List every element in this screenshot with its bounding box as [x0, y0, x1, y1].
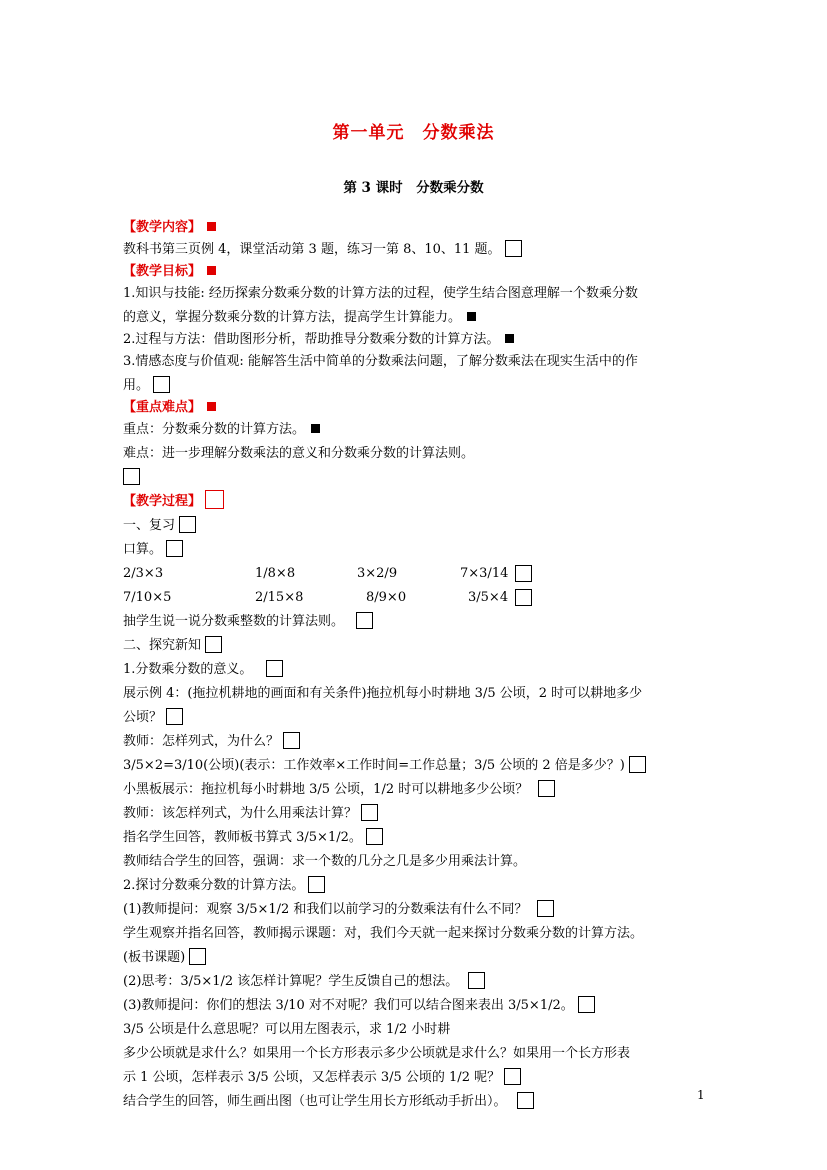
lesson-body: [123, 218, 713, 1114]
text-line: (1)教师提问：观察 3/5×1/2 和我们以前学习的分数乘法有什么不同？: [123, 898, 713, 922]
calc-item: 2/3×3: [123, 566, 164, 581]
checkbox-icon: [538, 780, 555, 797]
text-line: 结合学生的回答，师生画出图（也可让学生用长方形纸动手折出）。: [123, 1090, 713, 1114]
checkbox-icon: [515, 589, 532, 606]
text-line: 用。: [123, 374, 713, 398]
lesson-title: 第 3 课时 分数乘分数: [343, 180, 484, 196]
section-heading-content: 【教学内容】: [123, 218, 713, 238]
section-heading-key-points: 【重点难点】: [123, 398, 713, 418]
checkbox-icon: [166, 540, 183, 557]
text-line: (板书课题): [123, 946, 713, 970]
checkbox-icon: [515, 565, 532, 582]
text-line: 抽学生说一说分数乘整数的计算法则。: [123, 610, 713, 634]
checkbox-icon: [308, 876, 325, 893]
checkbox-icon: [361, 804, 378, 821]
unit-title: 第一单元 分数乘法: [332, 123, 495, 143]
calc-item: 1/8×8: [255, 566, 296, 581]
bullet-icon: [207, 402, 216, 411]
section-heading-process: 【教学过程】: [123, 490, 713, 514]
bullet-icon: [207, 266, 216, 275]
calc-item: 2/15×8: [255, 590, 304, 605]
text-line: 的意义，掌握分数乘分数的计算方法，提高学生计算能力。: [123, 306, 713, 330]
text-line: 重点：分数乘分数的计算方法。: [123, 418, 713, 442]
calc-row: [123, 586, 713, 610]
checkbox-icon: [283, 732, 300, 749]
calc-item: 8/9×0: [366, 590, 407, 605]
text-line: 多少公顷就是求什么？如果用一个长方形表示多少公顷就是求什么？如果用一个长方形表: [123, 1046, 631, 1061]
text-line: 公顷？: [123, 706, 713, 730]
checkbox-icon: [205, 636, 222, 653]
text-line: 2.过程与方法：借助图形分析，帮助推导分数乘分数的计算方法。: [123, 330, 713, 350]
text-line: 二、探究新知: [123, 634, 713, 658]
checkbox-icon: [505, 240, 522, 257]
text-line: 口算。: [123, 538, 713, 562]
text-line: 小黑板展示：拖拉机每小时耕地 3/5 公顷，1/2 时可以耕地多少公顷？: [123, 778, 713, 802]
text-line: 1.分数乘分数的意义。: [123, 658, 713, 682]
checkbox-icon: [504, 1068, 521, 1085]
text-line: 1.知识与技能: 经历探索分数乘分数的计算方法的过程，使学生结合图意理解一个数乘分数: [123, 286, 638, 301]
text-line: 3/5×2=3/10(公顷)(表示：工作效率×工作时间=工作总量；3/5 公顷的 2 倍是多少？): [123, 754, 713, 778]
checkbox-icon: [629, 756, 646, 773]
text-line: 教师结合学生的回答，强调：求一个数的几分之几是多少用乘法计算。: [123, 854, 527, 869]
bullet-icon: [311, 424, 320, 433]
text-line: 3/5 公顷是什么意思呢？可以用左图表示，求 1/2 小时耕: [123, 1022, 451, 1037]
calc-row: [123, 562, 713, 586]
text-line: (3)教师提问：你们的想法 3/10 对不对呢？我们可以结合图来表出 3/5×1/2。: [123, 994, 713, 1018]
text-line: 2.探讨分数乘分数的计算方法。: [123, 874, 713, 898]
text-line: 教师：该怎样列式，为什么用乘法计算？: [123, 802, 713, 826]
checkbox-icon: [366, 828, 383, 845]
text-line: 一、复习: [123, 514, 713, 538]
page-number: 1: [697, 1088, 705, 1102]
bullet-icon: [467, 312, 476, 321]
calc-item: 7×3/14: [460, 566, 509, 581]
calc-item: 3/5×4: [468, 590, 509, 605]
calc-item: 7/10×5: [123, 590, 172, 605]
text-line: 3.情感态度与价值观: 能解答生活中简单的分数乘法问题，了解分数乘法在现实生活中的作: [123, 354, 638, 369]
text-line: 示 1 公顷，怎样表示 3/5 公顷，又怎样表示 3/5 公顷的 1/2 呢？: [123, 1066, 713, 1090]
text-line: 难点：进一步理解分数乘法的意义和分数乘分数的计算法则。: [123, 446, 475, 461]
checkbox-icon: [123, 468, 140, 485]
checkbox-icon: [166, 708, 183, 725]
text-line: 展示例 4：(拖拉机耕地的画面和有关条件)拖拉机每小时耕地 3/5 公顷，2 时可以耕地多少: [123, 686, 643, 701]
bullet-icon: [207, 222, 216, 231]
checkbox-icon: [537, 900, 554, 917]
text-line: 教师：怎样列式，为什么？: [123, 730, 713, 754]
text-line: 教科书第三页例 4，课堂活动第 3 题，练习一第 8、10、11 题。: [123, 238, 713, 262]
checkbox-icon: [468, 972, 485, 989]
checkbox-icon: [266, 660, 283, 677]
checkbox-icon: [578, 996, 595, 1013]
text-line: 指名学生回答，教师板书算式 3/5×1/2。: [123, 826, 713, 850]
checkbox-icon: [189, 948, 206, 965]
checkbox-icon: [517, 1092, 534, 1109]
checkbox-icon: [356, 612, 373, 629]
checkbox-icon: [205, 490, 224, 509]
checkbox-icon: [179, 516, 196, 533]
text-line: (2)思考：3/5×1/2 该怎样计算呢？学生反馈自己的想法。: [123, 970, 713, 994]
text-line: [123, 466, 713, 490]
calc-item: 3×2/9: [357, 566, 398, 581]
bullet-icon: [505, 334, 514, 343]
section-heading-objectives: 【教学目标】: [123, 262, 713, 282]
text-line: 学生观察并指名回答，教师揭示课题：对，我们今天就一起来探讨分数乘分数的计算方法。: [123, 926, 644, 941]
checkbox-icon: [153, 376, 170, 393]
